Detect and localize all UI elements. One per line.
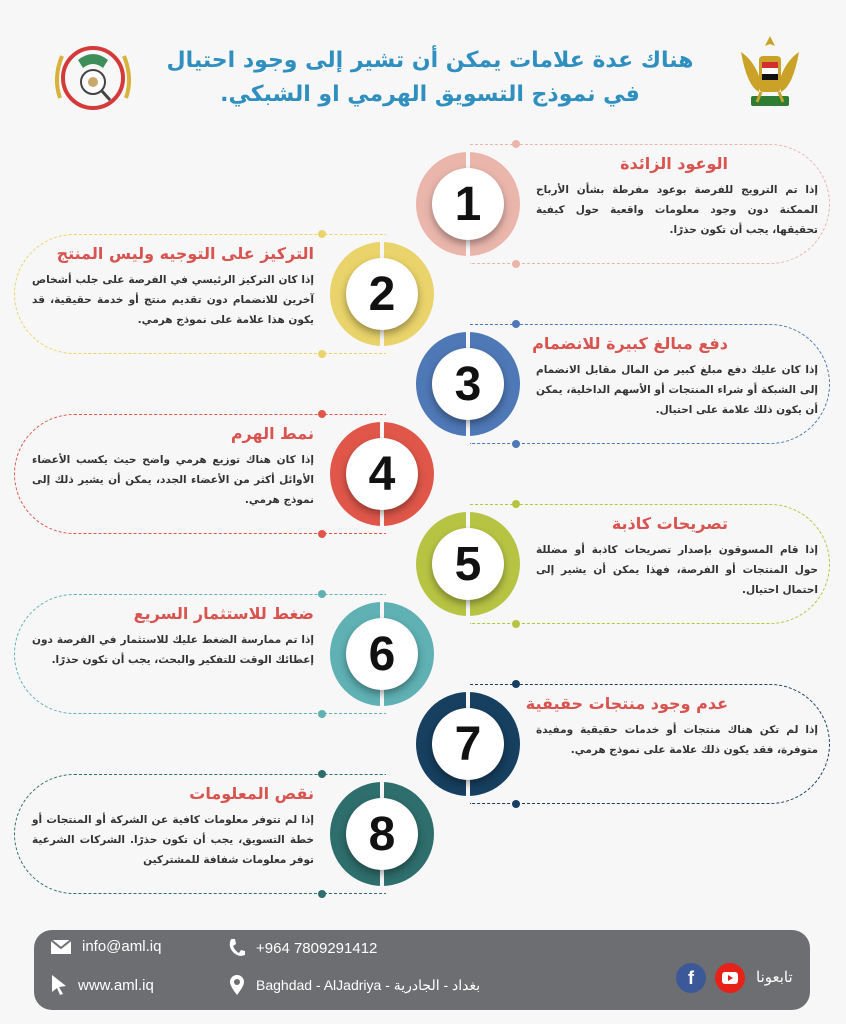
step-number: 6: [346, 618, 418, 690]
phone-contact[interactable]: [228, 938, 377, 958]
youtube-icon[interactable]: [715, 963, 745, 993]
sign-description: إذا تم الترويج للفرصة بوعود مفرطة بشأن الأرباح الممكنة دون وجود معلومات واقعية حول كيفية تحقيقها، يجب أن تكون حذرًا.: [536, 184, 818, 236]
step-number: 8: [346, 798, 418, 870]
card-dot: [512, 320, 520, 328]
sign-title: التركيز على التوجيه وليس المنتج: [56, 244, 314, 263]
email-text[interactable]: info@aml.iq: [82, 938, 162, 955]
step-number: 1: [432, 168, 504, 240]
step-number: 4: [346, 438, 418, 510]
card-dot: [318, 890, 326, 898]
title-line-2: في نموذج التسويق الهرمي او الشبكي.: [220, 82, 640, 107]
card-dot: [318, 590, 326, 598]
phone-icon: [228, 938, 246, 958]
sign-title: الوعود الزائدة: [620, 154, 728, 173]
card-dot: [318, 410, 326, 418]
sign-description: إذا تم ممارسة الضغط عليك للاستثمار في الفرصة دون إعطائك الوقت للتفكير والبحث، يجب أن تكون حذرًا.: [32, 634, 314, 666]
card-dot: [318, 230, 326, 238]
sign-title: نمط الهرم: [230, 424, 314, 443]
address-text: Baghdad - AlJadriya - بغداد - الجادرية: [256, 976, 481, 993]
sign-description: إذا لم تكن هناك منتجات أو خدمات حقيقية ومفيدة متوفرة، فقد يكون ذلك علامة على نموذج هرمي.: [536, 724, 818, 756]
sign-description: إذا قام المسوقون بإصدار تصريحات كاذبة أو مضللة حول المنتجات أو الفرصة، فهذا يمكن أن يشير إلى احتمال احتيال.: [536, 544, 818, 596]
follow-label: تابعونا: [756, 969, 793, 986]
sign-description: إذا كان عليك دفع مبلغ كبير من المال مقابل الانضمام إلى الشبكة أو شراء المنتجات أو الأسهم الداخلية، يمكن أن يكون ذلك علامة على احتيال.: [536, 364, 818, 416]
sign-title: ضغط للاستثمار السريع: [133, 604, 314, 623]
number-ring: [330, 782, 434, 886]
title-line-1: هناك عدة علامات يمكن أن تشير إلى وجود احتيال: [166, 48, 694, 73]
website-text[interactable]: www.aml.iq: [78, 976, 154, 994]
cursor-icon: [50, 974, 68, 996]
step-number: 2: [346, 258, 418, 330]
card-dot: [512, 680, 520, 688]
footer-bar: [34, 930, 810, 1010]
sign-title: تصريحات كاذبة: [611, 514, 728, 533]
sign-description: إذا لم تتوفر معلومات كافية عن الشركة أو المنتجات أو خطة التسويق، يجب أن تكون حذرًا. الشركات الشرعية توفر معلومات شفافة للمشتركين: [32, 814, 314, 866]
location-pin-icon: [228, 974, 246, 996]
step-number: 5: [432, 528, 504, 600]
aml-logo: [48, 38, 138, 118]
card-dot: [512, 140, 520, 148]
email-icon: [50, 939, 72, 955]
sign-description: إذا كان هناك توزيع هرمي واضح حيث يكسب الأعضاء الأوائل أكثر من الأعضاء الجدد، يمكن أن يشير ذلك إلى نموذج هرمي.: [32, 454, 314, 506]
phone-text[interactable]: +964 7809291412: [256, 939, 378, 957]
sign-title: دفع مبالغ كبيرة للانضمام: [532, 334, 728, 353]
card-dot: [318, 770, 326, 778]
sign-item-8: [0, 774, 846, 894]
step-number: 7: [432, 708, 504, 780]
card-dot: [512, 500, 520, 508]
facebook-icon[interactable]: f: [676, 963, 706, 993]
sign-description: إذا كان التركيز الرئيسي في الفرصة على جلب أشخاص آخرين للانضمام دون تقديم منتج أو خدمة حقيقية، قد يكون هذا علامة على نموذج هرمي.: [32, 274, 314, 326]
sign-title: عدم وجود منتجات حقيقية: [525, 694, 728, 713]
email-contact[interactable]: [50, 938, 161, 955]
step-number: 3: [432, 348, 504, 420]
page-title: [150, 44, 710, 112]
address-contact: [228, 974, 480, 996]
website-contact[interactable]: [50, 974, 154, 996]
sign-title: نقص المعلومات: [189, 784, 314, 803]
iraq-eagle-emblem: [737, 32, 803, 114]
